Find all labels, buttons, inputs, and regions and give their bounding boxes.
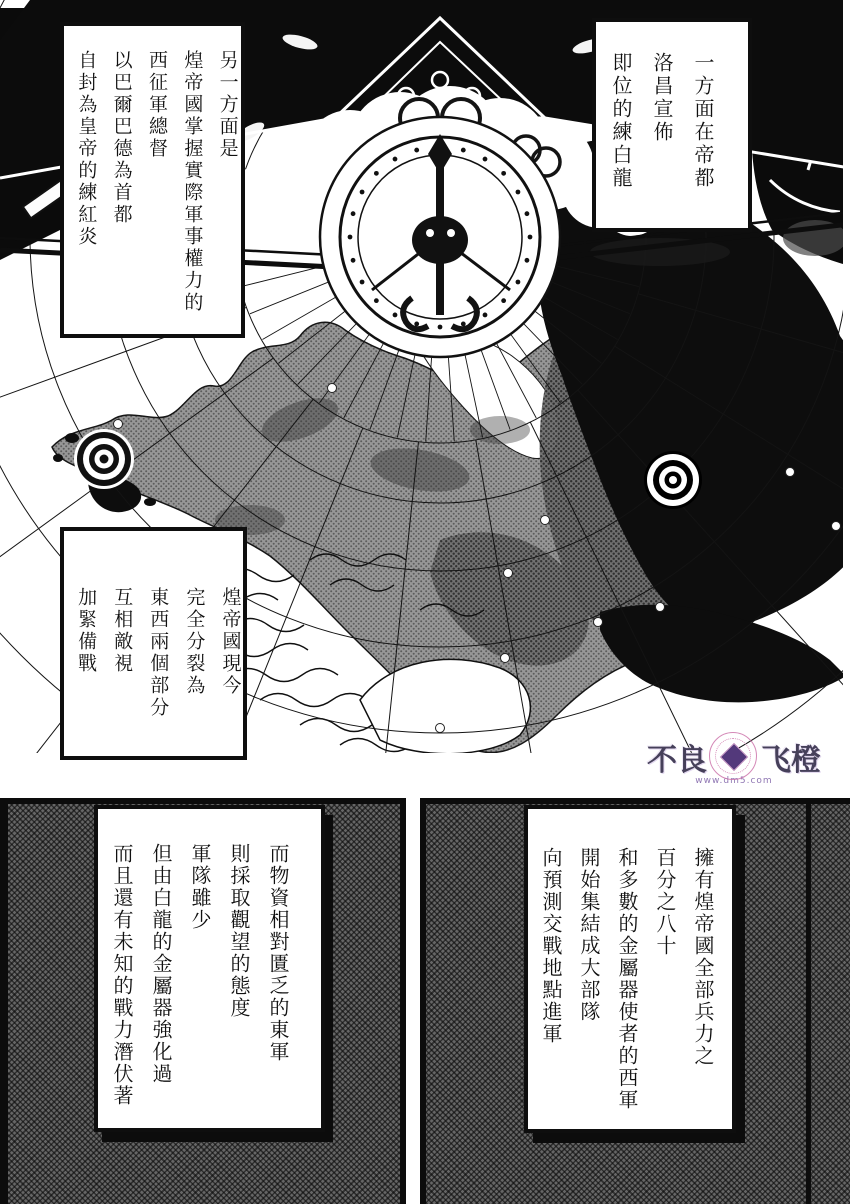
compass-rose-icon — [320, 117, 560, 357]
bubble-line: 另一方面是 — [216, 50, 239, 160]
speech-bubble-top-right — [592, 18, 752, 232]
bubble-text — [64, 531, 264, 756]
bubble-line: 東西兩個部分 — [147, 587, 170, 719]
bubble-line: 一方面在帝都 — [691, 52, 715, 190]
bubble-text — [528, 809, 730, 1129]
bubble-text — [98, 809, 307, 1128]
bubble-text — [64, 26, 249, 334]
bubble-line: 西征軍總督 — [145, 50, 168, 160]
bubble-line: 完全分裂為 — [183, 587, 206, 697]
bubble-line: 自封為皇帝的練紅炎 — [75, 50, 98, 248]
bubble-line: 即位的練白龍 — [609, 52, 633, 190]
bubble-line: 和多數的金屬器使者的西軍 — [615, 847, 639, 1111]
bubble-line: 百分之八十 — [653, 847, 677, 957]
bubble-line: 則採取觀望的態度 — [227, 843, 251, 1019]
target-marker-east-icon — [644, 451, 702, 509]
bubble-line: 以巴爾巴德為首都 — [110, 50, 133, 226]
bubble-line: 向預測交戰地點進軍 — [539, 847, 563, 1045]
watermark-text-right: 飞橙 — [761, 743, 821, 778]
bubble-text — [596, 22, 733, 228]
speech-bubble-bottom-left — [94, 805, 325, 1132]
bubble-line: 互相敵視 — [111, 587, 134, 675]
bubble-line: 煌帝國現今 — [219, 587, 242, 697]
bubble-line: 煌帝國掌握實際軍事權力的 — [181, 50, 204, 314]
bubble-line: 但由白龍的金屬器強化過 — [149, 843, 173, 1085]
bubble-line: 洛昌宣佈 — [650, 52, 674, 144]
bubble-line: 加緊備戰 — [75, 587, 98, 675]
speech-bubble-bottom-right — [524, 805, 736, 1133]
target-marker-west-icon — [74, 429, 134, 489]
watermark-text-left: 不良 — [647, 743, 707, 778]
bubble-line: 而物資相對匱乏的東軍 — [266, 843, 290, 1063]
bubble-line: 軍隊雖少 — [188, 843, 212, 931]
speech-bubble-mid-left — [60, 527, 247, 760]
bottom-right-panel-border — [806, 798, 811, 1204]
bubble-line: 擁有煌帝國全部兵力之 — [691, 847, 715, 1067]
watermark-site-url: www.dm5.com — [695, 776, 773, 786]
bubble-line: 而且還有未知的戰力潛伏著 — [110, 843, 134, 1107]
bubble-line: 開始集結成大部隊 — [577, 847, 601, 1023]
speech-bubble-top-left — [60, 22, 245, 338]
